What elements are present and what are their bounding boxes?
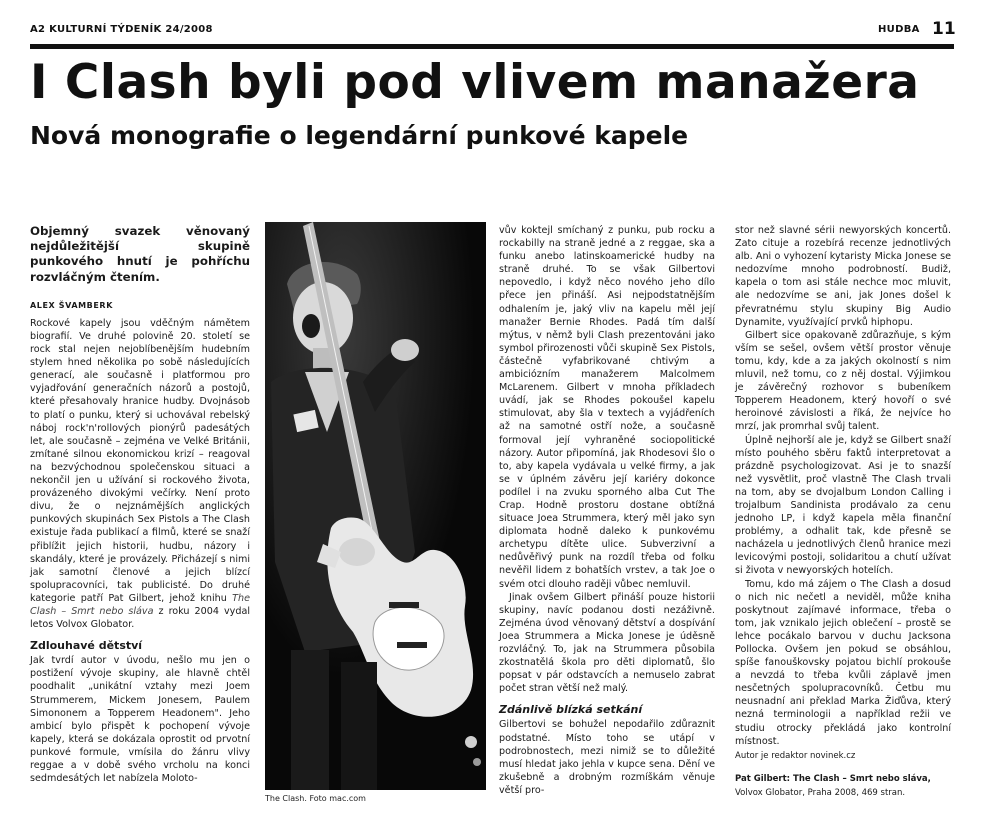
article-title: I Clash byli pod vlivem manažera (30, 55, 920, 110)
paragraph: Tomu, kdo má zájem o The Clash a dosud o nich nic nečetl a neviděl, může kniha poskytnout zajímavé informace, třeba o tom, jak vznikalo jejich oblečení – prostě se lehce pocákalo barvou v duchu Jacksona Pollocka. Ovšem jen pokud se obsáhlou, spíše fanouškovsky pojatou bichlí prokouše a nevzdá to třeba kvůli záplavě jmen nesčetných spolupracovníků. Četbu mu neusnadní ani překlad Marka Žiďůva, který nezná terminologii a například režii ve studiu otrocky překládá jako kontrolní místnost. (735, 578, 951, 747)
section-heading: Zdlouhavé dětství (30, 639, 143, 653)
musician-illustration (265, 222, 486, 790)
book-citation-detail: Volvox Globator, Praha 2008, 469 stran. (735, 787, 906, 798)
band-photo (265, 222, 486, 790)
column-1 (30, 224, 250, 785)
book-title: The Clash – Smrt nebo sláva (30, 592, 251, 617)
page-number: 11 (932, 19, 956, 39)
paragraph: Gilbert sice opakovaně zdůrazňuje, s kým vším se sešel, ovšem větší prostor věnuje tomu, kdy, kde a za jakých okolností s nim mluvil, než tomu, co z něj dostal. Výjimkou je závěrečný rozhovor s bubeníkem Topperem Headonem, který hovoří o své heroinové závislosti a říká, že nejvíce ho mrzí, jak promrhal svůj talent. (735, 329, 951, 433)
paragraph: Gilbertovi se bohužel nepodařilo zdůraznit podstatné. Místo toho se utápí v podrobnostech, mezi nimiž se to důležité musí hledat jako jehla v kupce sena. Dění ve zkušebně a drobným rozmíškám věnuje větší pro- (499, 719, 715, 796)
paragraph-text: Rockové kapely jsou vděčným námětem biografií. Ve druhé polovině 20. století se rock stal nejen nejoblíbenějším hudebním stylem hned několika po sobě následujících generací, ale současně i platformou pro vyjadřování generačních názorů a postojů, které přesahovaly hranice hudby. Dvojnásob to platí o punku, který si uchovával rebelský náboj rock'n'rollových pionýrů padesátých let, ale současně – zejména ve Velké Británii, zmítané silnou ekonomickou krizí – reagoval na bezvýchodnou společenskou situaci a nekončil jen u užívání si rockového života, provázeného divokými večírky. Není proto divu, že o nejznámějších anglických punkových skupinách Sex Pistols a The Clash existuje řada publikací a filmů, které se snaží přiblížit jejich historii, hudbu, názory i skandály, které je provázely. Přicházejí s nimi jak samotní členové a jejich blízcí spolupracovníci, tak publicisté. Do druhé kategorie patří Pat Gilbert, jehož knihu (30, 317, 250, 604)
paragraph: Úplně nejhorší ale je, když se Gilbert snaží místo pouhého sběru faktů interpretovat a prázdně psychologizovat. Asi je to snazší než vysvětlit, proč vlastně The Clash trvali na tom, aby se dvojalbum London Calling i trojalbum Sandinista prodávalo za cenu jednoho LP, i když kapela měla finanční problémy, a odhalit tak, kde přesně se nacházela u jednotlivých členů hranice mezi levicovými postoji, solidaritou a chutí užívat si života v newyorských hotelích. (735, 434, 951, 577)
paragraph: Jak tvrdí autor v úvodu, nešlo mu jen o postižení vývoje skupiny, ale hlavně chtěl poodhalit „unikátní vztahy mezi Joem Strummerem, Mickem Jonesem, Paulem Simononem a Topperem Headonem". Jeho ambicí bylo přispět k pochopení vývoje kapely, která se dokázala oprostit od prvotní punkové formule, vmísila do žánru vlivy reggae a v době svého vrcholu na konci sedmdesátých let nabízela Moloto- (30, 655, 250, 785)
book-citation-title: Pat Gilbert: The Clash – Smrt nebo sláva, (735, 773, 931, 784)
paragraph: Jinak ovšem Gilbert přináší pouze historii skupiny, navíc podanou dosti nezáživně. Zejména úvod věnovaný dětství a dospívání Joea Strummera a Micka Jonese je úděsně rozvláčný. To, jak na Strummera působila zkostnatělá škola pro děti diplomatů, šlo popsat v pár odstavcích a nemuselo zabrat počet stran větší než malý. (499, 591, 715, 695)
author-note: Autor je redaktor novinek.cz (735, 750, 856, 761)
paragraph-text: z roku 2004 vydal letos Volvox Globator. (30, 605, 250, 631)
article-author: ALEX ŠVAMBERK (30, 300, 113, 310)
section-label: HUDBA (878, 24, 920, 35)
paragraph (30, 317, 250, 631)
column-3 (499, 224, 715, 797)
column-4 (735, 224, 951, 800)
article-lead: Objemný svazek věnovaný nejdůležitější skupině punkového hnutí je pohříchu rozvláčným čtením. (30, 224, 250, 284)
section-heading: Zdánlivě blízká setkání (499, 703, 643, 717)
paragraph: stor než slavné sérii newyorských koncertů. Zato cituje a rozebírá recenze jednotlivých alb. Ani o vyhození kytaristy Micka Jonese se nedozvíme mnoho podrobností. Budiž, kapela o tom asi stále nechce moc mluvit, ale nedozvíme se ani, jak Jones došel k převratnému stylu skupiny Big Audio Dynamite, využívající prvků hiphopu. (735, 225, 951, 328)
article-subtitle: Nová monografie o legendární punkové kapele (30, 121, 689, 150)
publication-name: A2 KULTURNÍ TÝDENÍK 24/2008 (30, 24, 213, 35)
photo-caption: The Clash. Foto mac.com (265, 794, 366, 803)
header-rule (30, 44, 954, 49)
paragraph: vův koktejl smíchaný z punku, pub rocku a rockabilly na straně jedné a z reggae, ska a funku anebo latinskoamerické hudby na straně druhé. To se však Gilbertovi nepovedlo, i když něco nového jeho dílo přece jen přináší. Asi nejpodstatnějším odhalením je, jaký vliv na kapelu měl její manažer Bernie Rhodes. Padá tím další mýtus, v němž byli Clash prezentováni jako symbol přirozenosti vůči skupině Sex Pistols, částečně vyfabrikované chtivým a ambiciózním manažerem Malcolmem McLarenem. Gilbert v mnoha příkladech uvádí, jak se Rhodes pokoušel kapelu stimulovat, aby šla v textech a vyjádřeních až na samotné ostří nože, a současně formoval její vyhraněné sociopolitické názory. Autor připomíná, jak Rhodesovi šlo o to, aby kapela vydávala u velké firmy, a jak se v úplném závěru její kariéry dokonce podílel i na zvuku sporného alba Cut The Crap. Hodně prostoru dostane obtížná situace Joea Strummera, který měl jako syn diplomata hodně daleko k punkovému archetypu dítěte ulice. Subverzivní a nedůvěřivý punk na rozdíl třeba od folku nevěřil lidem z bohatších vrstev, a tak Joe o svém otci dlouho raději vůbec nemluvil. (499, 225, 715, 590)
